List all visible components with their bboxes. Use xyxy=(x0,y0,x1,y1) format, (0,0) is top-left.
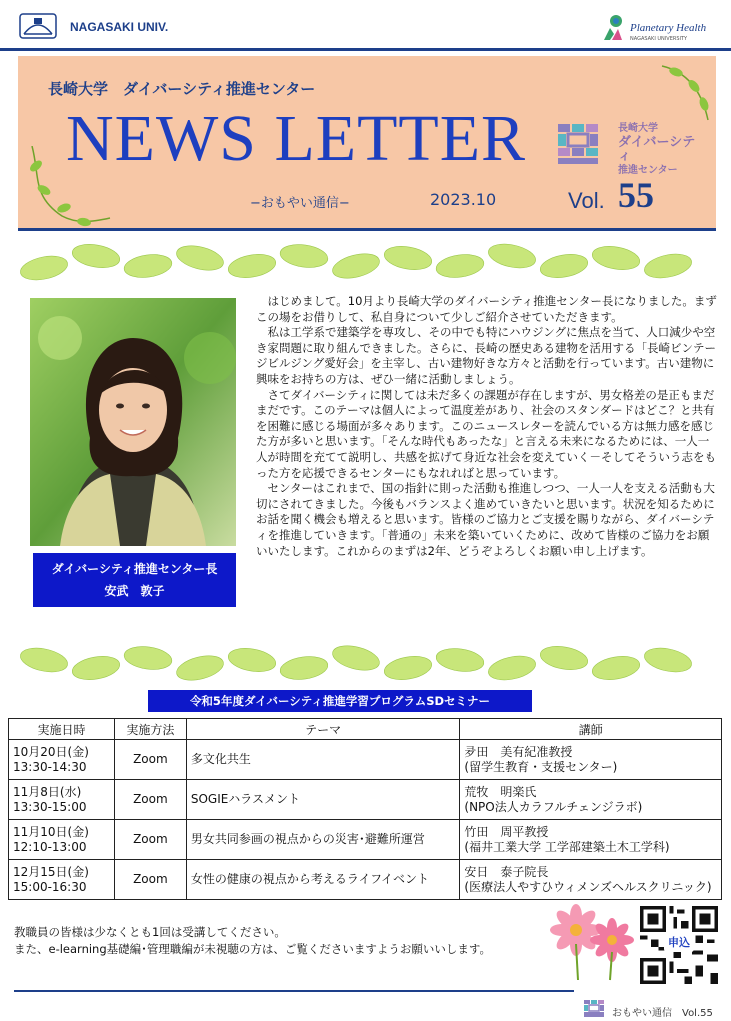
session-date: 10月20日(金) xyxy=(13,744,89,759)
planetary-health-logo xyxy=(600,14,718,44)
lecturer-name: 安日 泰子院長 xyxy=(464,864,549,879)
banner-bottom-rule xyxy=(18,228,716,231)
footer-center-icon xyxy=(584,1000,604,1018)
column-header-method: 実施方法 xyxy=(114,719,186,740)
column-header-theme: テーマ xyxy=(186,719,460,740)
seminar-heading: 令和5年度ダイバーシティ推進学習プログラムSDセミナー xyxy=(148,690,532,712)
column-header-lecturer: 講師 xyxy=(460,719,722,740)
date-cell xyxy=(9,860,115,900)
method-cell: Zoom xyxy=(114,740,186,780)
notice-line-2: また、e-learning基礎編･管理職編が未視聴の方は、ご覧くださいますようお願いいします。 xyxy=(14,942,491,956)
attendance-notice xyxy=(14,924,574,958)
article-paragraph: センターはこれまで、国の指針に則った活動も推進しつつ、一人一人を支える活動も大切にされてきました。今後もバランスよく進めていきたいと思います。状況を知るためにお話を聞く機会も増えると思います。皆様のご協力とご支援を賜りながら、ダイバーシティを推進していきます。「普通の」未来を築いていくために、改めて皆様のご協力をお願いいたします。これからのまずは2年、どうぞよろしくお願い申し上げます。 xyxy=(256,481,715,558)
vine-right-decoration-icon xyxy=(658,62,714,122)
lecturer-affiliation: (福井工業大学 工学部建築土木工学科) xyxy=(464,839,670,854)
planetary-health-icon xyxy=(600,14,626,42)
header-rule xyxy=(0,48,731,51)
lecturer-affiliation: (留学生教育・支援センター) xyxy=(464,759,618,774)
diversity-center-logo xyxy=(556,118,706,176)
footer-issue-label: おもやい通信 Vol.55 xyxy=(612,1008,713,1019)
newsletter-banner xyxy=(18,56,716,228)
theme-cell: 女性の健康の視点から考えるライフイベント xyxy=(186,860,460,900)
university-name: NAGASAKI UNIV. xyxy=(70,20,169,34)
article-body xyxy=(256,294,718,559)
portrait-caption xyxy=(33,553,236,607)
caption-role: ダイバーシティ推進センター長 xyxy=(51,562,218,576)
qr-apply-label: 申込 xyxy=(664,934,694,952)
table-row xyxy=(9,820,722,860)
session-date: 11月8日(水) xyxy=(13,784,82,799)
table-row xyxy=(9,740,722,780)
volume-label: Vol. xyxy=(568,188,605,213)
leaf-band-bottom-decoration-icon xyxy=(18,638,716,686)
session-date: 11月10日(金) xyxy=(13,824,89,839)
seminar-schedule-table xyxy=(8,718,722,900)
date-cell xyxy=(9,820,115,860)
lecturer-cell xyxy=(460,780,722,820)
date-cell xyxy=(9,780,115,820)
volume-number: 55 xyxy=(618,175,654,215)
lecturer-cell xyxy=(460,860,722,900)
flowers-decoration-icon xyxy=(548,902,638,982)
lecturer-name: 竹田 周平教授 xyxy=(464,824,549,839)
center-logo-line-2: ダイバーシティ xyxy=(618,135,696,164)
column-header-date: 実施日時 xyxy=(9,719,115,740)
banner-organization: 長崎大学 ダイバーシティ推進センター xyxy=(48,80,316,98)
table-header-row xyxy=(9,719,722,740)
caption-name: 安武 敦子 xyxy=(104,584,165,598)
lecturer-cell xyxy=(460,820,722,860)
theme-cell: SOGIEハラスメント xyxy=(186,780,460,820)
article-paragraph: さてダイバーシティに関しては未だ多くの課題が存在しますが、男女格差の是正もまだまだです。このテーマは個人によって温度差があり、社会のスタンダードはどこ？と共有を困難に感じる場面が多々あります。このニュースレターを読んでいる方は無力感を感じた方が多いと思います。「そんな時代もあったな」と言える未来になるためには、一人一人が時間を充てて説明し、共感を拡げて身近な社会を変えていく－そしてそういう志をもった方を応援できるセンターにもなれればと思っています。 xyxy=(256,387,716,480)
lecturer-name: 夛田 美有紀准教授 xyxy=(464,744,573,759)
method-cell: Zoom xyxy=(114,860,186,900)
issue-date: 2023.10 xyxy=(430,190,497,209)
session-date: 12月15日(金) xyxy=(13,864,89,879)
center-logo-line-1: 長崎大学 xyxy=(618,123,658,134)
method-cell: Zoom xyxy=(114,820,186,860)
session-time: 12:10-13:00 xyxy=(13,839,87,854)
vine-left-decoration-icon xyxy=(22,146,112,228)
leaf-band-top-decoration-icon xyxy=(18,236,716,284)
lecturer-name: 荒牧 明楽氏 xyxy=(464,784,537,799)
session-time: 13:30-14:30 xyxy=(13,759,87,774)
planetary-health-text: Planetary Health xyxy=(630,22,707,34)
diversity-center-icon xyxy=(556,122,600,166)
article-paragraph: 私は工学系で建築学を専攻し、その中でも特にハウジングに焦点を当て、人口減少や空き家問題に取り組んできました。さらに、長崎の歴史ある建物を活用する「長崎ビンテージビルジング愛好会」を主宰し、古い建物好きな方々と活動を行っています。古い建物に興味をお持ちの方は、ぜひ一緒に活動しましょう。 xyxy=(256,325,716,386)
newsletter-subtitle: −おもやい通信− xyxy=(250,196,350,211)
session-time: 15:00-16:30 xyxy=(13,879,87,894)
footer-rule xyxy=(14,990,574,992)
center-logo-line-3: 推進センター xyxy=(618,165,678,176)
article-paragraph: はじめまして。10月より長崎大学のダイバーシティ推進センター長になりました。まずこの場をお借りして、私自身について少しご紹介させていただきます。 xyxy=(256,294,717,324)
method-cell: Zoom xyxy=(114,780,186,820)
lecturer-affiliation: (NPO法人カラフルチェンジラボ) xyxy=(464,799,643,814)
theme-cell: 多文化共生 xyxy=(186,740,460,780)
table-row xyxy=(9,780,722,820)
lecturer-affiliation: (医療法人やすひウィメンズヘルスクリニック) xyxy=(464,879,712,894)
theme-cell: 男女共同参画の視点からの災害･避難所運営 xyxy=(186,820,460,860)
date-cell xyxy=(9,740,115,780)
nagasaki-university-logo-icon xyxy=(18,12,58,40)
table-row xyxy=(9,860,722,900)
session-time: 13:30-15:00 xyxy=(13,799,87,814)
planetary-health-sub: NAGASAKI UNIVERSITY xyxy=(630,36,688,42)
notice-line-1: 教職員の皆様は少なくとも1回は受講してください。 xyxy=(14,925,286,939)
newsletter-title: NEWS LETTER xyxy=(66,102,527,175)
registration-qr-code[interactable] xyxy=(640,906,718,984)
lecturer-cell xyxy=(460,740,722,780)
center-director-portrait xyxy=(30,298,236,546)
